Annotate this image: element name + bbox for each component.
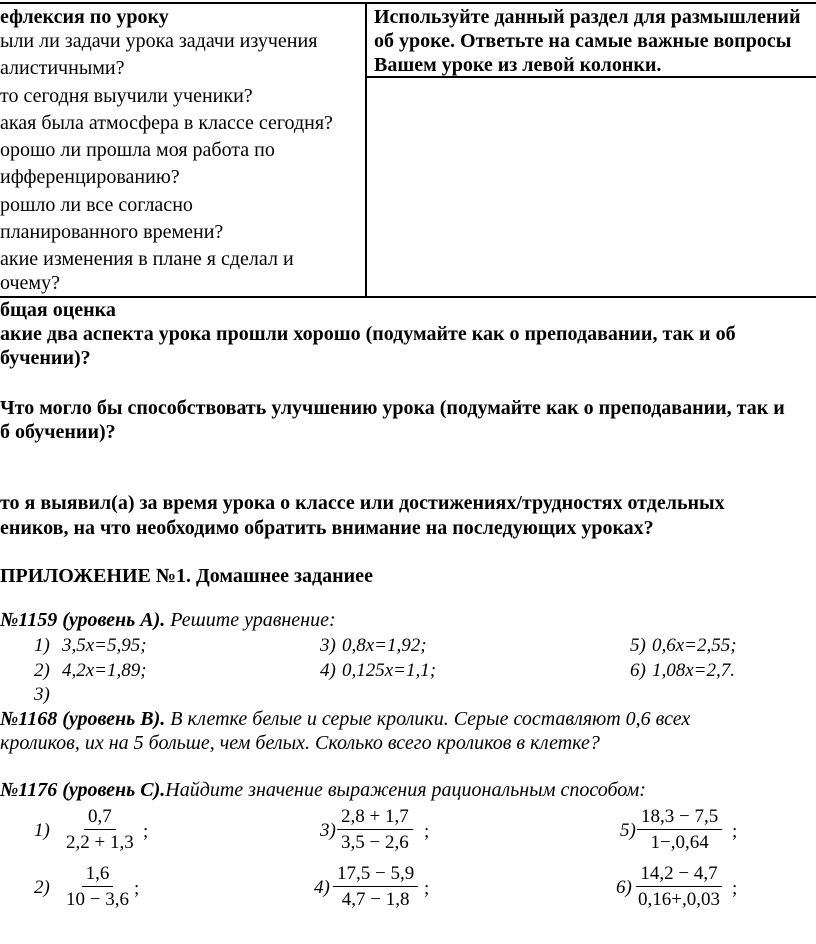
reflection-line: то сегодня выучили ученики? xyxy=(0,85,253,107)
reflection-right-header: Вашем уроке из левой колонки. xyxy=(374,54,662,76)
task-2-label: №1168 (уровень В). xyxy=(0,708,166,730)
task-2-text: В клетке белые и серые кролики. Серые составляют 0,6 всех xyxy=(165,708,691,730)
fraction-denominator: 4,7 − 1,8 xyxy=(341,889,410,910)
fraction-numerator: 1,6 xyxy=(82,863,114,887)
task-3-num: 6) xyxy=(616,877,632,898)
fraction-numerator: 0,7 xyxy=(84,806,116,830)
overall-question-3: то я выявил(а) за время урока о классе или достижениях/трудностях отдельных xyxy=(0,492,725,514)
task-3-text: Найдите значение выражения рациональным способом: xyxy=(165,779,646,801)
fraction-numerator: 17,5 − 5,9 xyxy=(333,863,418,887)
task-1-num: 1) xyxy=(34,635,50,656)
reflection-left-header: ефлексия по уроку xyxy=(0,6,169,28)
appendix-title: ПРИЛОЖЕНИЕ №1. Домашнее заданиее xyxy=(0,565,373,587)
task-1-expr: 4,2х=1,89; xyxy=(62,660,147,681)
overall-question-2: Что могло бы способствовать улучшению урока (подумайте как о преподавании, так и xyxy=(0,397,785,419)
fraction-numerator: 2,8 + 1,7 xyxy=(337,806,413,830)
task-1-expr: 1,08х=2,7. xyxy=(652,660,736,681)
fraction-denominator: 2,2 + 1,3 xyxy=(66,832,134,853)
task-3-fraction xyxy=(337,806,413,854)
reflection-line: очему? xyxy=(0,272,60,294)
task-3-num: 2) xyxy=(34,877,50,898)
fraction-separator: ; xyxy=(134,878,140,899)
task-3-fraction xyxy=(637,806,722,854)
reflection-right-header: об уроке. Ответьте на самые важные вопросы xyxy=(374,30,792,52)
fraction-separator: ; xyxy=(424,821,430,842)
fraction-separator: ; xyxy=(424,878,430,899)
task-1-heading xyxy=(0,609,336,632)
fraction-separator: ; xyxy=(143,821,149,842)
fraction-denominator: 0,16+,0,03 xyxy=(638,889,720,910)
overall-question-1: акие два аспекта урока прошли хорошо (подумайте как о преподавании, так и об xyxy=(0,323,736,345)
task-3-fraction xyxy=(634,863,724,911)
reflection-line: акие изменения в плане я сделал и xyxy=(0,248,294,270)
task-3-fraction xyxy=(62,863,133,911)
task-1-trailing-num: 3) xyxy=(34,684,50,705)
reflection-line: акая была атмосфера в классе сегодня? xyxy=(0,112,333,134)
task-3-fraction xyxy=(62,806,138,854)
overall-question-2: б обучении)? xyxy=(0,421,116,443)
reflection-line: алистичными? xyxy=(0,57,125,79)
task-1-num: 5) xyxy=(630,635,646,656)
task-3-heading xyxy=(0,779,646,802)
reflection-line: орошо ли прошла моя работа по xyxy=(0,139,275,161)
overall-title: бщая оценка xyxy=(0,299,116,321)
task-1-num: 2) xyxy=(34,660,50,681)
table-top-border xyxy=(0,2,816,4)
task-1-num: 4) xyxy=(320,660,336,681)
table-column-divider xyxy=(365,2,367,297)
table-bottom-border xyxy=(0,296,816,298)
task-1-text: Решите уравнение: xyxy=(165,609,336,631)
task-1-num: 6) xyxy=(630,660,646,681)
task-1-expr: 0,125х=1,1; xyxy=(342,660,437,681)
task-3-num: 1) xyxy=(34,820,50,841)
fraction-denominator: 1−,0,64 xyxy=(650,832,709,853)
reflection-line: ифференцированию? xyxy=(0,166,180,188)
task-1-expr: 3,5х=5,95; xyxy=(62,635,147,656)
task-3-num: 4) xyxy=(314,877,330,898)
reflection-line: планированного времени? xyxy=(0,221,224,243)
reflection-line: ыли ли задачи урока задачи изучения xyxy=(0,30,318,52)
task-2-heading xyxy=(0,708,690,731)
task-3-label: №1176 (уровень С). xyxy=(0,779,166,801)
task-3-num: 3) xyxy=(320,820,336,841)
reflection-right-header: Используйте данный раздел для размышлений xyxy=(374,6,801,28)
fraction-separator: ; xyxy=(732,878,738,899)
fraction-denominator: 3,5 − 2,6 xyxy=(341,832,409,853)
fraction-numerator: 18,3 − 7,5 xyxy=(637,806,722,830)
task-3-num: 5) xyxy=(620,820,636,841)
overall-question-1: бучении)? xyxy=(0,347,91,369)
task-2-text-line-2: кроликов, их на 5 больше, чем белых. Сколько всего кроликов в клетке? xyxy=(0,732,600,754)
task-1-num: 3) xyxy=(320,635,336,656)
fraction-separator: ; xyxy=(732,821,738,842)
task-1-label: №1159 (уровень А). xyxy=(0,609,166,631)
reflection-line: рошло ли все согласно xyxy=(0,194,193,216)
overall-question-3: еников, на что необходимо обратить внимание на последующих уроках? xyxy=(0,517,654,539)
fraction-denominator: 10 − 3,6 xyxy=(66,889,129,910)
task-3-fraction xyxy=(333,863,418,911)
task-1-expr: 0,8х=1,92; xyxy=(342,635,427,656)
fraction-numerator: 14,2 − 4,7 xyxy=(636,863,721,887)
task-1-expr: 0,6х=2,55; xyxy=(652,635,737,656)
